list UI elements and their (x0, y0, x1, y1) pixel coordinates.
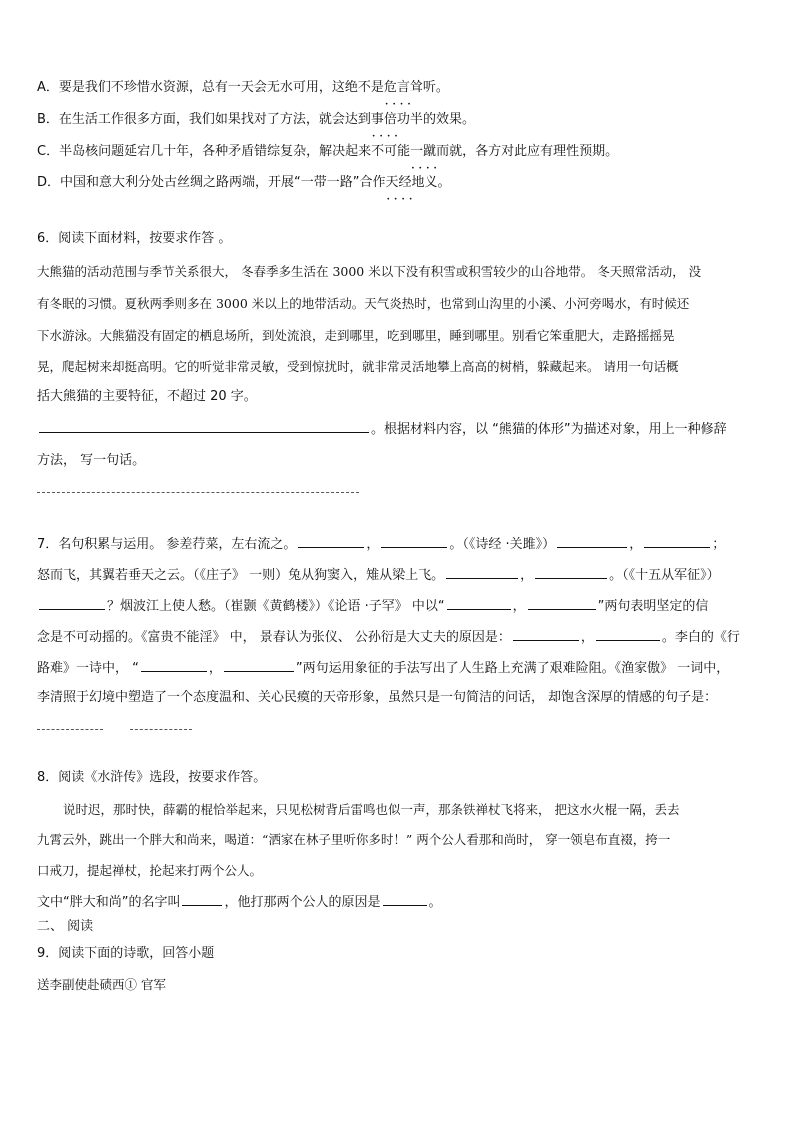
q7-line-4: 念是不可动摇的。《富贵不能淫》 中， 景春认为张仪、 公孙衍是大丈夫的原因是： ， 。李白的《行 (37, 626, 740, 648)
emphasized-phrase: 危言耸听 • • • • (384, 80, 436, 95)
answer-blank[interactable] (513, 626, 579, 641)
q6-passage-line: 下水游泳。大熊猫没有固定的栖息场所，到处流浪，走到哪里，吃到哪里，睡到哪里。别看它笨重肥大，走路摇摇晃 (37, 328, 675, 343)
answer-blank[interactable] (381, 533, 447, 548)
answer-blank[interactable] (39, 418, 369, 433)
answer-blank[interactable] (383, 891, 427, 906)
q6-passage-line: 有冬眠的习惯。夏秋两季则多在 3000 米以上的地带活动。天气炎热时，也常到山沟里的小溪、小河旁喝水，有时候还 (37, 296, 690, 311)
q8-heading: 8．阅读《水浒传》选段，按要求作答。 (37, 770, 267, 785)
answer-blank[interactable] (224, 657, 294, 672)
answer-blank[interactable] (39, 595, 105, 610)
q7-line-3: ？烟波江上使人愁。（崔颢《黄鹤楼》）《论语 ·子罕》 中以“ ， ”两句表明坚定的信 (37, 595, 708, 617)
q6-heading: 6．阅读下面材料，按要求作答 。 (37, 231, 232, 246)
q7-line-5: 路难》一诗中， “ ， ”两句运用象征的手法写出了人生路上充满了艰难险阻。《渔家傲》 一词中， (37, 657, 729, 679)
q8-question: 文中“胖大和尚”的名字叫 ，他打那两个公人的原因是 。 (37, 891, 442, 913)
q8-passage-line: 口戒刀，提起禅杖，抡起来打两个公人。 (37, 863, 263, 878)
answer-blank[interactable] (141, 657, 207, 672)
answer-blank[interactable] (596, 626, 660, 641)
q6-answer-line: 。根据材料内容，以 “熊猫的体形”为描述对象，用上一种修辞 (37, 418, 727, 440)
answer-blank[interactable] (446, 564, 518, 579)
section-heading: 二、 阅读 (37, 919, 94, 934)
q7-line-1: 7．名句积累与运用。 参差荇菜，左右流之。 ， 。（《诗经 ·关雎》） ， ； (37, 533, 725, 555)
q8-passage-line: 九霄云外，跳出一个胖大和尚来，喝道：“洒家在林子里听你多时！” 两个公人看那和尚时， 穿一领皂布直裰，挎一 (37, 832, 671, 847)
q5-option-b: B．在生活工作很多方面，我们如果找对了方法，就会达到事倍功半 • • • •的效果。 (37, 110, 475, 130)
answer-blank[interactable] (447, 595, 511, 610)
q6-passage-line: 晃，爬起树来却挺高明。它的听觉非常灵敏，受到惊扰时，就非常灵活地攀上高高的树梢，躲藏起来。 请用一句话概 (37, 359, 679, 374)
answer-blank[interactable] (535, 564, 607, 579)
q9-heading: 9．阅读下面的诗歌，回答小题 (37, 946, 215, 961)
q6-instruction: 方法， 写一句话。 (37, 453, 146, 468)
emphasized-phrase: 一蹴而就 • • • • (410, 144, 462, 159)
answer-blank[interactable] (557, 533, 627, 548)
q7-line-2: 怒而飞，其翼若垂天之云。（《庄子》 一则）兔从狗窦入，雉从梁上飞。 ， 。（《十五从军征》） (37, 564, 720, 586)
q7-line-6: 李清照于幻境中塑造了一个态度温和、关心民瘼的天帝形象，虽然只是一句简洁的问话， 却饱含深厚的情感的句子是： (37, 690, 718, 705)
answer-blank[interactable] (298, 533, 364, 548)
q6-passage-line: 大熊猫的活动范围与季节关系很大， 冬春季多生活在 3000 米以下没有积雪或积雪较少的山谷地带。 冬天照常活动， 没 (37, 264, 702, 279)
answer-dashed-line[interactable] (37, 492, 359, 493)
poem-title: 送李副使赴碛西① 官军 (37, 977, 166, 992)
answer-dashed-line[interactable] (37, 729, 103, 730)
q5-option-d: D．中国和意大利分处古丝绸之路两端，开展“一带一路”合作天经地义 • • • •。 (37, 173, 451, 193)
q5-option-a: A．要是我们不珍惜水资源，总有一天会无水可用，这绝不是危言耸听 • • • •。 (37, 78, 449, 98)
emphasized-phrase: 事倍功半 • • • • (371, 112, 423, 127)
answer-blank[interactable] (644, 533, 710, 548)
emphasized-phrase: 天经地义 • • • • (385, 175, 437, 190)
answer-dashed-line[interactable] (130, 729, 192, 730)
q5-option-c: C．半岛核问题延宕几十年，各种矛盾错综复杂，解决起来不可能一蹴而就 • • • •，各方对此应有理性预期。 (37, 142, 618, 162)
answer-blank[interactable] (182, 891, 222, 906)
q6-question: 括大熊猫的主要特征，不超过 20 字。 (37, 389, 257, 404)
q8-passage-line: 说时迟，那时快，薛霸的棍恰举起来，只见松树背后雷鸣也似一声，那条铁禅杖飞将来， 把这水火棍一隔，丢去 (63, 802, 680, 817)
answer-blank[interactable] (528, 595, 596, 610)
